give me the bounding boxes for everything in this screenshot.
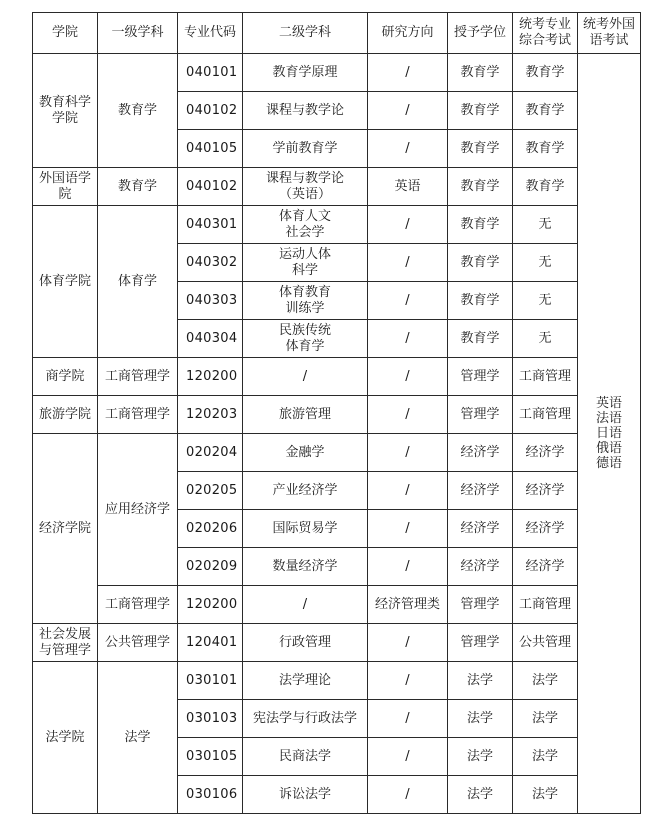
programs-table: [32, 12, 641, 814]
degree-cell: 法学: [448, 738, 513, 776]
secondary-discipline-cell: 法学理论: [243, 662, 368, 700]
unified-exam-cell: 无: [513, 206, 578, 244]
major-code-cell: 120401: [178, 624, 243, 662]
degree-cell: 教育学: [448, 168, 513, 206]
major-code-cell: 020206: [178, 510, 243, 548]
degree-cell: 教育学: [448, 320, 513, 358]
unified-exam-cell: 法学: [513, 700, 578, 738]
major-code-cell: 040102: [178, 92, 243, 130]
research-direction-cell: /: [368, 548, 448, 586]
research-direction-cell: /: [368, 244, 448, 282]
unified-exam-cell: 工商管理: [513, 396, 578, 434]
major-code-cell: 040303: [178, 282, 243, 320]
primary-discipline-cell: 教育学: [98, 54, 178, 168]
degree-cell: 经济学: [448, 434, 513, 472]
primary-discipline-cell: 教育学: [98, 168, 178, 206]
major-code-cell: 040302: [178, 244, 243, 282]
secondary-discipline-cell: 体育人文 社会学: [243, 206, 368, 244]
unified-exam-cell: 无: [513, 244, 578, 282]
unified-exam-cell: 经济学: [513, 510, 578, 548]
degree-cell: 教育学: [448, 206, 513, 244]
college-cell: 旅游学院: [33, 396, 98, 434]
major-code-cell: 030105: [178, 738, 243, 776]
unified-exam-cell: 工商管理: [513, 358, 578, 396]
research-direction-cell: /: [368, 662, 448, 700]
primary-discipline-cell: 工商管理学: [98, 396, 178, 434]
primary-discipline-cell: 法学: [98, 662, 178, 814]
table-row: [33, 168, 641, 206]
table-wrapper: [32, 12, 641, 814]
college-cell: 商学院: [33, 358, 98, 396]
degree-cell: 法学: [448, 662, 513, 700]
research-direction-cell: /: [368, 92, 448, 130]
primary-discipline-cell: 体育学: [98, 206, 178, 358]
degree-cell: 教育学: [448, 282, 513, 320]
major-code-cell: 040301: [178, 206, 243, 244]
degree-cell: 管理学: [448, 358, 513, 396]
degree-cell: 经济学: [448, 472, 513, 510]
major-code-cell: 120203: [178, 396, 243, 434]
unified-exam-cell: 工商管理: [513, 586, 578, 624]
degree-cell: 教育学: [448, 130, 513, 168]
research-direction-cell: /: [368, 776, 448, 814]
unified-exam-cell: 教育学: [513, 54, 578, 92]
foreign-language-cell: 英语 法语 日语 俄语 德语: [578, 54, 641, 814]
degree-cell: 法学: [448, 700, 513, 738]
major-code-cell: 020205: [178, 472, 243, 510]
major-code-cell: 030103: [178, 700, 243, 738]
research-direction-cell: /: [368, 624, 448, 662]
degree-cell: 教育学: [448, 244, 513, 282]
secondary-discipline-cell: 民商法学: [243, 738, 368, 776]
unified-exam-cell: 教育学: [513, 168, 578, 206]
major-code-cell: 040102: [178, 168, 243, 206]
unified-exam-cell: 教育学: [513, 92, 578, 130]
secondary-discipline-cell: 产业经济学: [243, 472, 368, 510]
major-code-cell: 030106: [178, 776, 243, 814]
table-row: [33, 206, 641, 244]
table-row: [33, 358, 641, 396]
header-major-code: 专业代码: [178, 13, 243, 54]
header-foreign-language-exam: 统考外国 语考试: [578, 13, 641, 54]
secondary-discipline-cell: 课程与教学论: [243, 92, 368, 130]
header-secondary-discipline: 二级学科: [243, 13, 368, 54]
header-unified-exam: 统考专业 综合考试: [513, 13, 578, 54]
table-body: [33, 13, 641, 814]
research-direction-cell: /: [368, 358, 448, 396]
secondary-discipline-cell: 课程与教学论 （英语）: [243, 168, 368, 206]
unified-exam-cell: 教育学: [513, 130, 578, 168]
major-code-cell: 020209: [178, 548, 243, 586]
major-code-cell: 120200: [178, 358, 243, 396]
research-direction-cell: /: [368, 206, 448, 244]
secondary-discipline-cell: 学前教育学: [243, 130, 368, 168]
secondary-discipline-cell: 宪法学与行政法学: [243, 700, 368, 738]
primary-discipline-cell: 公共管理学: [98, 624, 178, 662]
secondary-discipline-cell: 国际贸易学: [243, 510, 368, 548]
secondary-discipline-cell: 诉讼法学: [243, 776, 368, 814]
research-direction-cell: /: [368, 54, 448, 92]
secondary-discipline-cell: 教育学原理: [243, 54, 368, 92]
header-row: [33, 13, 641, 54]
college-cell: 外国语学 院: [33, 168, 98, 206]
unified-exam-cell: 无: [513, 320, 578, 358]
primary-discipline-cell: 工商管理学: [98, 586, 178, 624]
header-research-direction: 研究方向: [368, 13, 448, 54]
research-direction-cell: /: [368, 320, 448, 358]
college-cell: 法学院: [33, 662, 98, 814]
secondary-discipline-cell: 体育教育 训练学: [243, 282, 368, 320]
secondary-discipline-cell: 旅游管理: [243, 396, 368, 434]
primary-discipline-cell: 工商管理学: [98, 358, 178, 396]
major-code-cell: 120200: [178, 586, 243, 624]
secondary-discipline-cell: 运动人体 科学: [243, 244, 368, 282]
secondary-discipline-cell: 民族传统 体育学: [243, 320, 368, 358]
research-direction-cell: /: [368, 738, 448, 776]
unified-exam-cell: 经济学: [513, 434, 578, 472]
research-direction-cell: /: [368, 700, 448, 738]
college-cell: 经济学院: [33, 434, 98, 624]
research-direction-cell: /: [368, 434, 448, 472]
unified-exam-cell: 无: [513, 282, 578, 320]
research-direction-cell: /: [368, 510, 448, 548]
unified-exam-cell: 法学: [513, 776, 578, 814]
table-row: [33, 396, 641, 434]
secondary-discipline-cell: 金融学: [243, 434, 368, 472]
research-direction-cell: /: [368, 282, 448, 320]
major-code-cell: 040304: [178, 320, 243, 358]
secondary-discipline-cell: 数量经济学: [243, 548, 368, 586]
degree-cell: 教育学: [448, 54, 513, 92]
college-cell: 教育科学 学院: [33, 54, 98, 168]
degree-cell: 教育学: [448, 92, 513, 130]
table-row: [33, 624, 641, 662]
degree-cell: 管理学: [448, 624, 513, 662]
degree-cell: 管理学: [448, 586, 513, 624]
unified-exam-cell: 经济学: [513, 472, 578, 510]
degree-cell: 管理学: [448, 396, 513, 434]
table-row: [33, 434, 641, 472]
unified-exam-cell: 经济学: [513, 548, 578, 586]
research-direction-cell: 经济管理类: [368, 586, 448, 624]
table-row: [33, 662, 641, 700]
table-row: [33, 54, 641, 92]
secondary-discipline-cell: /: [243, 586, 368, 624]
research-direction-cell: /: [368, 396, 448, 434]
college-cell: 社会发展 与管理学: [33, 624, 98, 662]
unified-exam-cell: 法学: [513, 662, 578, 700]
unified-exam-cell: 法学: [513, 738, 578, 776]
degree-cell: 经济学: [448, 510, 513, 548]
major-code-cell: 030101: [178, 662, 243, 700]
major-code-cell: 020204: [178, 434, 243, 472]
major-code-cell: 040101: [178, 54, 243, 92]
degree-cell: 经济学: [448, 548, 513, 586]
table-row: [33, 586, 641, 624]
header-primary-discipline: 一级学科: [98, 13, 178, 54]
research-direction-cell: /: [368, 130, 448, 168]
primary-discipline-cell: 应用经济学: [98, 434, 178, 586]
research-direction-cell: 英语: [368, 168, 448, 206]
header-college: 学院: [33, 13, 98, 54]
unified-exam-cell: 公共管理: [513, 624, 578, 662]
header-degree: 授予学位: [448, 13, 513, 54]
secondary-discipline-cell: /: [243, 358, 368, 396]
secondary-discipline-cell: 行政管理: [243, 624, 368, 662]
degree-cell: 法学: [448, 776, 513, 814]
college-cell: 体育学院: [33, 206, 98, 358]
major-code-cell: 040105: [178, 130, 243, 168]
research-direction-cell: /: [368, 472, 448, 510]
